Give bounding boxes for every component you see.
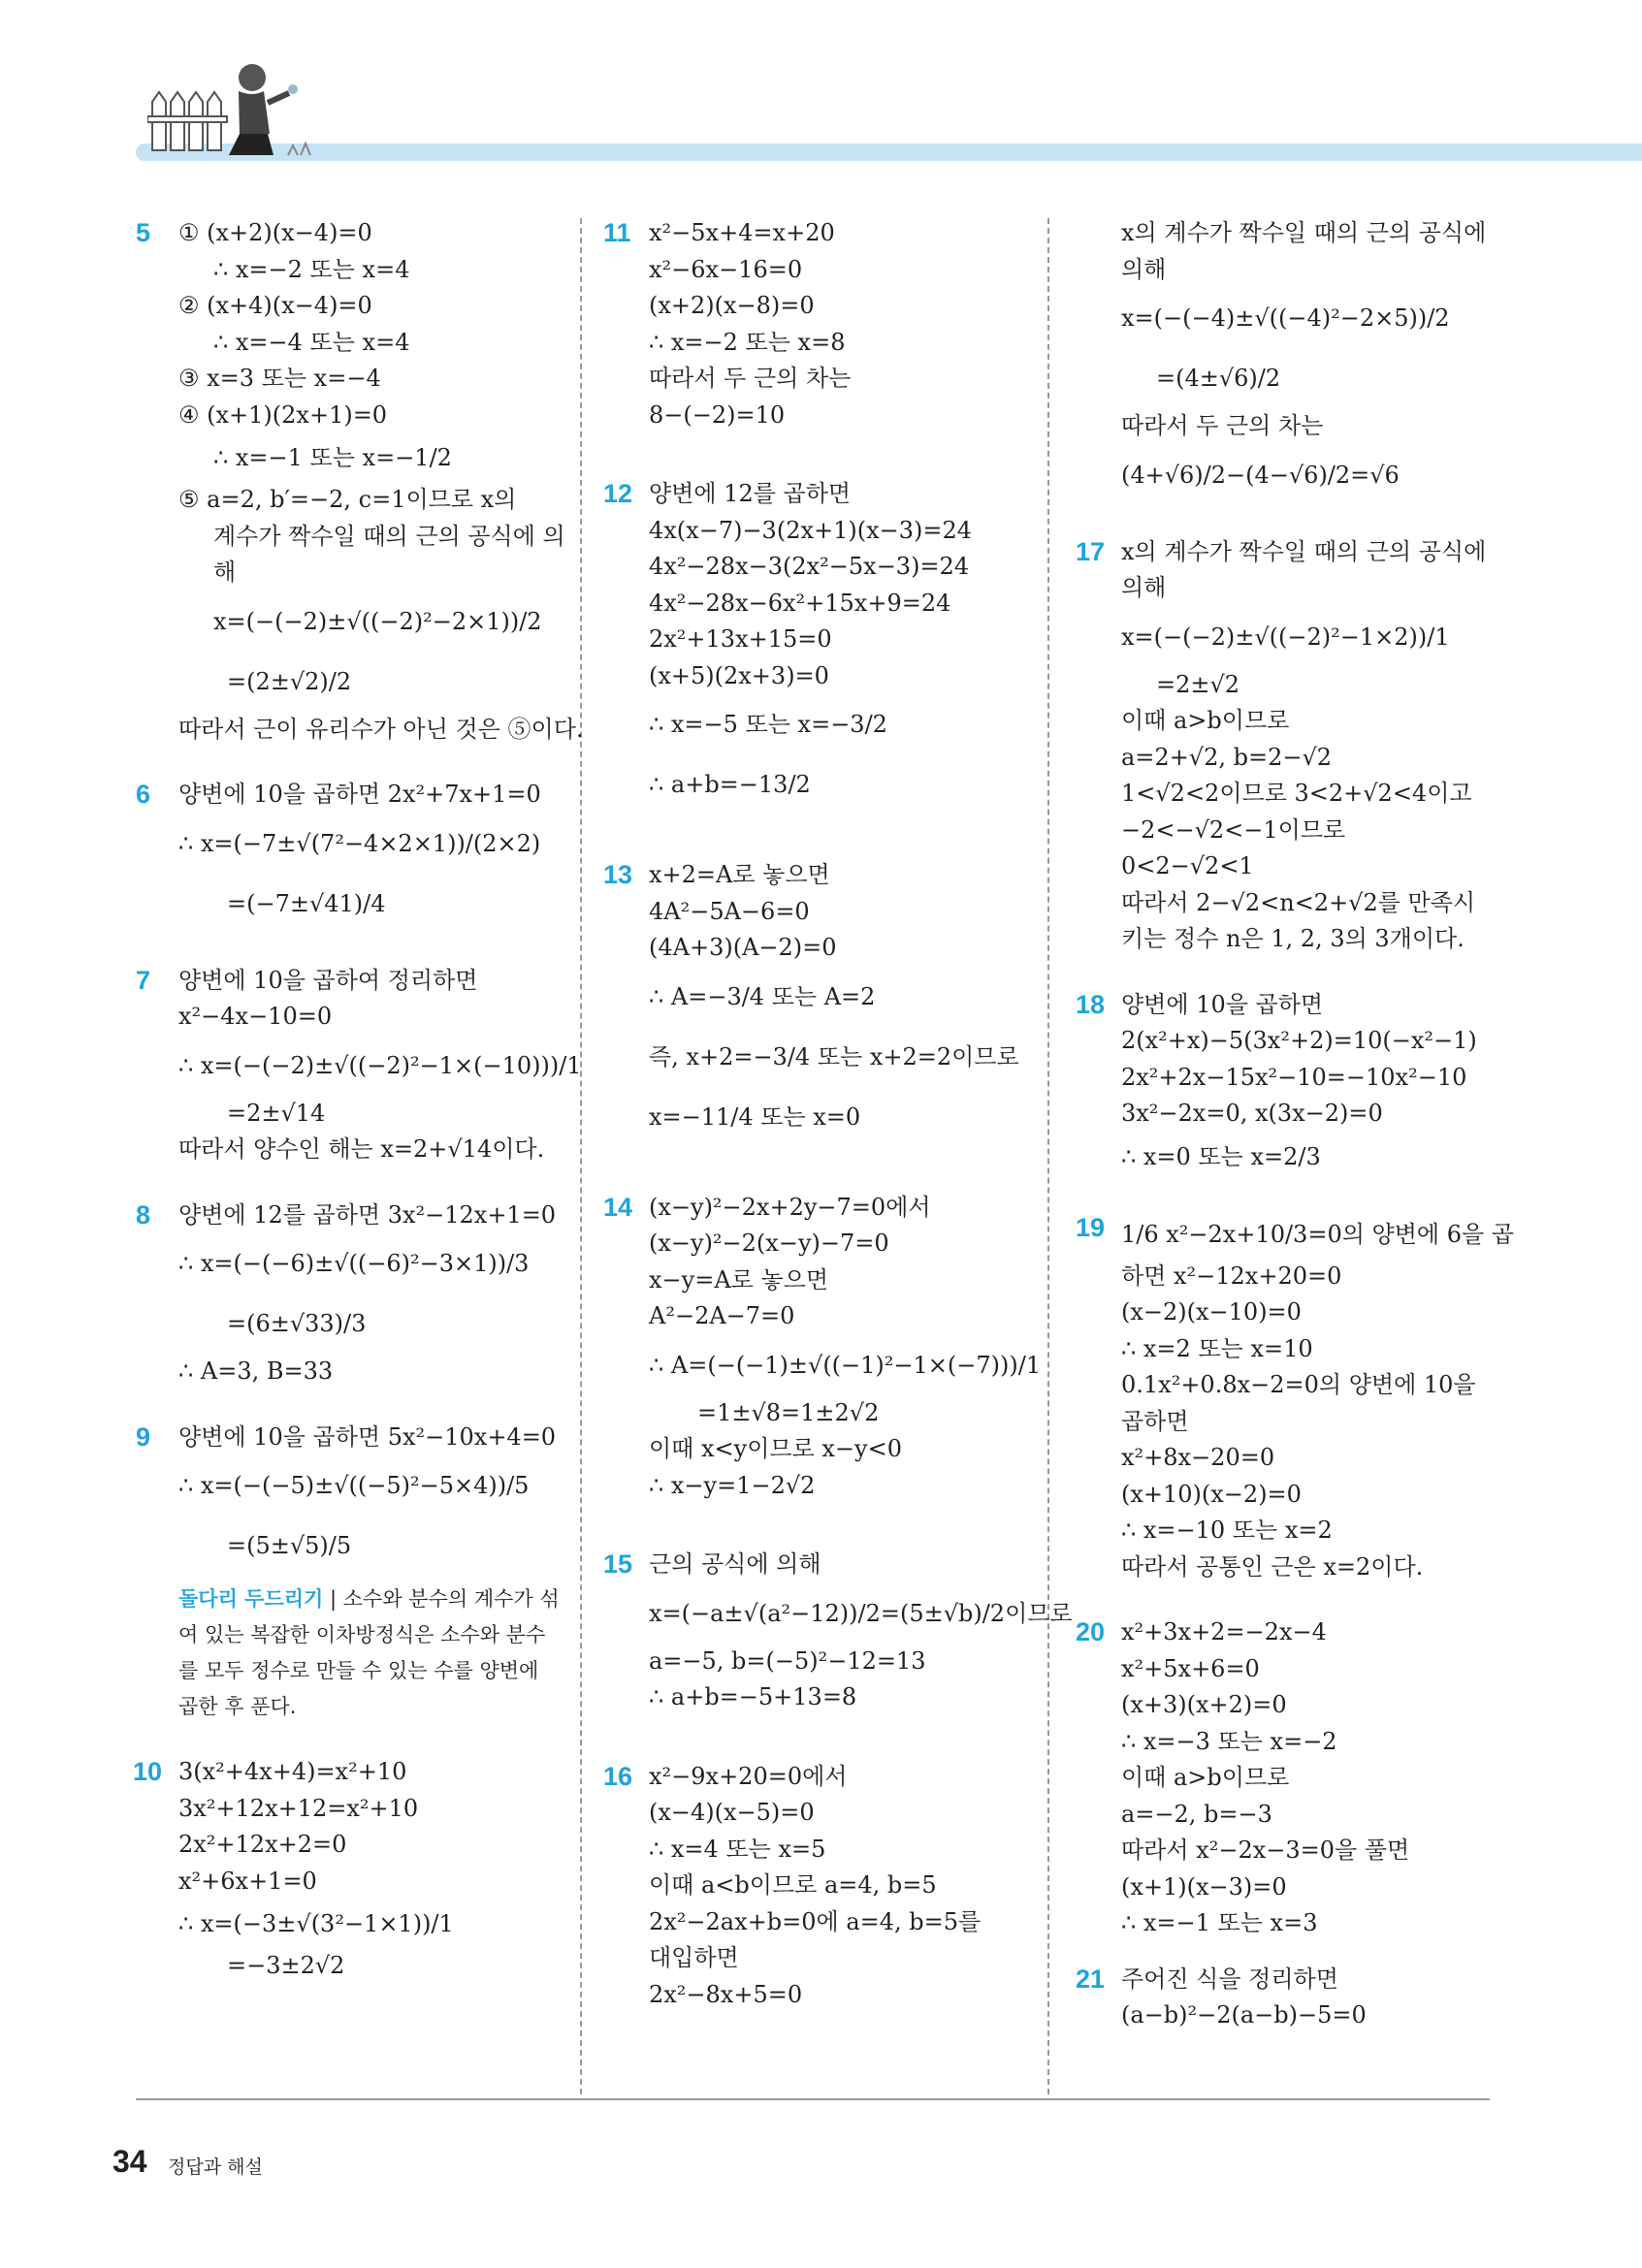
solution-line: ① (x+2)(x−4)=0	[178, 219, 372, 246]
solution-line: ∴ x=−2 또는 x=4	[213, 255, 410, 283]
solution-line: =(6±√33)/3	[227, 1310, 367, 1337]
solution-line: x=(−(−2)±√((−2)²−1×2))/1	[1121, 623, 1450, 651]
solution-line: =(2±√2)/2	[227, 667, 352, 695]
bottom-rule	[136, 2098, 1490, 2100]
solution-line: (x+1)(x−3)=0	[1121, 1872, 1287, 1901]
solution-line: −2<−√2<−1이므로	[1121, 815, 1346, 844]
solution-line: 양변에 10을 곱하여 정리하면	[178, 966, 478, 994]
solution-line: 이때 a>b이므로	[1121, 1764, 1290, 1791]
solution-line: =2±√14	[227, 1099, 326, 1127]
column-2	[603, 215, 1073, 2042]
solution-line: ∴ a+b=−13/2	[649, 771, 811, 798]
solution-line: ∴ x=−4 또는 x=4	[213, 328, 410, 356]
solution-line: x+2=A로 놓으면	[649, 861, 830, 888]
solution-line: x²−9x+20=0에서	[649, 1762, 848, 1790]
solution-line: ∴ x=0 또는 x=2/3	[1121, 1142, 1321, 1170]
solution-line: ∴ A=(−(−1)±√((−1)²−1×(−7)))/1	[649, 1351, 1042, 1379]
solution-line: (x−4)(x−5)=0	[649, 1799, 815, 1826]
solution-line: 따라서 양수인 해는 x=2+√14이다.	[178, 1135, 545, 1163]
gardener-illustration	[147, 58, 312, 165]
solution-line: ∴ x−y=1−2√2	[649, 1471, 816, 1499]
solution-line: ∴ x=−1 또는 x=−1/2	[213, 444, 452, 471]
solution-line: ∴ A=−3/4 또는 A=2	[649, 982, 876, 1010]
solution-line: ③ x=3 또는 x=−4	[178, 365, 381, 392]
problem-number: 18	[1076, 989, 1106, 1019]
problem-12	[603, 476, 1033, 815]
solution-line: (x−2)(x−10)=0	[1121, 1298, 1302, 1326]
solution-line: 2x²−2ax+b=0에 a=4, b=5를	[649, 1907, 982, 1935]
solution-line: 8−(−2)=10	[649, 400, 786, 429]
solution-line: (x−y)²−2(x−y)−7=0	[649, 1230, 889, 1257]
solution-line: x²+8x−20=0	[1121, 1444, 1275, 1471]
column-1	[133, 215, 584, 2014]
problem-21	[1076, 1962, 1515, 2034]
column-3	[1076, 215, 1515, 2034]
problem-10	[133, 1754, 563, 1985]
solution-line: x=(−(−4)±√((−4)²−2×5))/2	[1121, 304, 1450, 332]
solution-line: ∴ x=(−(−6)±√((−6)²−3×1))/3	[178, 1250, 530, 1277]
solution-line: 4x(x−7)−3(2x+1)(x−3)=24	[649, 516, 973, 544]
solution-line: ∴ x=−2 또는 x=8	[649, 328, 846, 356]
solution-line: 3x²+12x+12=x²+10	[178, 1794, 419, 1822]
solution-line: =(−7±√41)/4	[227, 889, 386, 917]
problem-16	[603, 1759, 1033, 2014]
solution-line: ∴ x=−1 또는 x=3	[1121, 1909, 1318, 1936]
solution-line: ∴ x=−10 또는 x=2	[1121, 1517, 1333, 1544]
solution-line: 해	[213, 559, 237, 586]
problem-number: 11	[603, 218, 631, 247]
solution-line: 따라서 2−√2<n<2+√2를 만족시	[1121, 888, 1476, 916]
solution-line: 양변에 12를 곱하면	[649, 480, 852, 507]
solution-line: 곱하면	[1121, 1407, 1189, 1435]
solution-line: 의해	[1121, 574, 1167, 601]
solution-line: (4+√6)/2−(4−√6)/2=√6	[1121, 461, 1400, 489]
tip-label: 돌다리 두드리기	[178, 1587, 324, 1611]
solution-line: ∴ x=(−(−2)±√((−2)²−1×(−10)))/1	[178, 1051, 582, 1079]
problem-number: 15	[603, 1549, 633, 1579]
solution-line: ∴ x=−5 또는 x=−3/2	[649, 711, 887, 738]
solution-line: ∴ x=−3 또는 x=−2	[1121, 1727, 1337, 1755]
problem-20	[1076, 1614, 1515, 1942]
solution-line: 이때 a<b이므로 a=4, b=5	[649, 1871, 937, 1899]
solution-line: x=(−(−2)±√((−2)²−2×1))/2	[213, 607, 542, 635]
problem-number: 21	[1076, 1964, 1106, 1994]
solution-line: (a−b)²−2(a−b)−5=0	[1121, 2001, 1367, 2028]
solution-line: 대입하면	[649, 1944, 739, 1971]
problem-number: 17	[1076, 536, 1106, 566]
solution-line: =(4±√6)/2	[1156, 365, 1281, 392]
solution-line: x²+6x+1=0	[178, 1867, 317, 1895]
problem-9	[136, 1420, 563, 1577]
solution-line: A²−2A−7=0	[649, 1302, 795, 1329]
solution-line: 양변에 10을 곱하면 5x²−10x+4=0	[178, 1422, 557, 1451]
problem-6	[136, 777, 563, 934]
solution-line: ∴ x=(−(−5)±√((−5)²−5×4))/5	[178, 1472, 530, 1499]
solution-line: 4x²−28x−6x²+15x+9=24	[649, 589, 951, 617]
solution-line: 따라서 x²−2x−3=0을 풀면	[1121, 1837, 1410, 1864]
solution-line: 양변에 12를 곱하면 3x²−12x+1=0	[178, 1200, 557, 1229]
tip-box	[178, 1581, 563, 1725]
problem-19	[1076, 1210, 1515, 1586]
solution-line: 주어진 식을 정리하면	[1121, 1965, 1338, 1993]
solution-line: x=(−a±√(a²−12))/2=(5±√b)/2이므로	[649, 1599, 1073, 1627]
page-number: 34	[113, 2144, 147, 2179]
solution-line: 이때 x<y이므로 x−y<0	[649, 1435, 902, 1462]
solution-line: ∴ A=3, B=33	[178, 1358, 334, 1385]
solution-line: x의 계수가 짝수일 때의 근의 공식에	[1121, 219, 1487, 246]
problem-number: 16	[603, 1761, 633, 1791]
problem-number: 8	[136, 1199, 151, 1230]
solution-line: 키는 정수 n은 1, 2, 3의 3개이다.	[1121, 925, 1465, 952]
solution-line: x=−11/4 또는 x=0	[649, 1102, 861, 1131]
solution-line: 4A²−5A−6=0	[649, 897, 810, 925]
problem-5	[136, 215, 584, 748]
solution-line: a=2+√2, b=2−√2	[1121, 743, 1333, 771]
footer-label: 정답과 해설	[168, 2156, 263, 2178]
problem-number: 6	[136, 780, 151, 809]
solution-line: x−y=A로 놓으면	[649, 1265, 829, 1294]
solution-line: 3x²−2x=0, x(3x−2)=0	[1121, 1100, 1383, 1127]
problem-17	[1076, 534, 1515, 958]
problem-7	[136, 963, 582, 1168]
solution-line: ∴ x=4 또는 x=5	[649, 1835, 826, 1863]
problem-number: 19	[1076, 1212, 1106, 1242]
solution-line: ∴ x=(−7±√(7²−4×2×1))/(2×2)	[178, 829, 541, 857]
header-band	[136, 144, 1642, 161]
solution-line: 근의 공식에 의해	[649, 1550, 821, 1578]
solution-line: 따라서 공통인 근은 x=2이다.	[1121, 1552, 1424, 1581]
solution-line: (4A+3)(A−2)=0	[649, 934, 837, 961]
problem-number: 12	[603, 479, 633, 508]
problem-number: 9	[136, 1421, 151, 1452]
problem-number: 14	[603, 1192, 633, 1222]
solution-line: x²−5x+4=x+20	[649, 219, 835, 246]
solution-line: =−3±2√2	[227, 1952, 345, 1979]
solution-line: 1/6 x²−2x+10/3=0의 양변에 6을 곱	[1121, 1220, 1514, 1248]
problem-number: 7	[136, 965, 151, 995]
problem-number: 10	[133, 1757, 163, 1786]
solution-line: ④ (x+1)(2x+1)=0	[178, 400, 388, 429]
solution-line: ∴ x=(−3±√(3²−1×1))/1	[178, 1910, 454, 1937]
problem-15	[603, 1547, 1073, 1716]
solution-line: (x−y)²−2x+2y−7=0에서	[649, 1193, 931, 1221]
solution-line: 따라서 근이 유리수가 아닌 것은 ⑤이다.	[178, 715, 584, 743]
solution-line: a=−2, b=−3	[1121, 1800, 1272, 1828]
problem-16-continued	[1079, 215, 1515, 505]
solution-line: (x+2)(x−8)=0	[649, 292, 815, 319]
solution-line: ⑤ a=2, b′=−2, c=1이므로 x의	[178, 486, 517, 513]
solution-line: (x+3)(x+2)=0	[1121, 1691, 1287, 1718]
solution-line: 3(x²+4x+4)=x²+10	[178, 1758, 407, 1785]
solution-line: x의 계수가 짝수일 때의 근의 공식에	[1121, 537, 1487, 565]
solution-line: ② (x+4)(x−4)=0	[178, 292, 372, 319]
solution-line: 양변에 10을 곱하면	[1121, 990, 1324, 1018]
solution-line: 1<√2<2이므로 3<2+√2<4이고	[1121, 780, 1472, 807]
problem-number: 13	[603, 860, 633, 889]
solution-line: 0.1x²+0.8x−2=0의 양변에 10을	[1121, 1371, 1476, 1398]
solution-line: (x+10)(x−2)=0	[1121, 1480, 1302, 1508]
solution-line: 2x²+2x−15x²−10=−10x²−10	[1121, 1063, 1467, 1091]
solution-line: x²+3x+2=−2x−4	[1121, 1618, 1327, 1645]
solution-line: 4x²−28x−3(2x²−5x−3)=24	[649, 553, 970, 580]
problem-number: 5	[136, 218, 151, 247]
solution-line: x²+5x+6=0	[1121, 1654, 1260, 1682]
column-divider	[1047, 218, 1049, 2094]
problem-13	[603, 857, 1033, 1147]
solution-line: x²−6x−16=0	[649, 255, 803, 283]
solution-line: 양변에 10을 곱하면 2x²+7x+1=0	[178, 781, 541, 808]
solution-line: 2x²−8x+5=0	[649, 1980, 803, 2008]
solution-line: 0<2−√2<1	[1121, 852, 1254, 879]
solution-line: 따라서 두 근의 차는	[649, 365, 852, 392]
solution-line: 이때 a>b이므로	[1121, 707, 1290, 734]
solution-line: =2±√2	[1156, 670, 1240, 698]
solution-line: x²−4x−10=0	[178, 1003, 333, 1030]
solution-line: 즉, x+2=−3/4 또는 x+2=2이므로	[649, 1042, 1019, 1070]
solution-line: ∴ a+b=−5+13=8	[649, 1683, 857, 1710]
problem-11	[603, 215, 1033, 433]
solution-line: 따라서 두 근의 차는	[1121, 412, 1324, 439]
solution-line: (x+5)(2x+3)=0	[649, 661, 829, 689]
solution-line: 2x²+13x+15=0	[649, 625, 832, 653]
solution-line: 2(x²+x)−5(3x²+2)=10(−x²−1)	[1121, 1027, 1477, 1054]
solution-line: 의해	[1121, 255, 1167, 283]
problem-18	[1076, 987, 1515, 1181]
solution-line: 계수가 짝수일 때의 근의 공식에 의	[213, 522, 565, 550]
tip-body: | 소수와 분수의 계수가 섞여 있는 복잡한 이차방정식은 소수와 분수를 모두 정수로 만들 수 있는 수를 양변에 곱한 후 푼다.	[178, 1587, 560, 1718]
solution-line: =1±√8=1±2√2	[697, 1398, 880, 1426]
problem-number: 20	[1076, 1617, 1106, 1646]
problem-14	[603, 1190, 1042, 1505]
column-divider	[580, 218, 582, 2094]
problem-8	[136, 1198, 563, 1390]
solution-line: ∴ x=2 또는 x=10	[1121, 1334, 1313, 1362]
solution-line: =(5±√5)/5	[227, 1532, 352, 1559]
solution-line: a=−5, b=(−5)²−12=13	[649, 1646, 926, 1675]
solution-line: 하면 x²−12x+20=0	[1121, 1262, 1342, 1290]
solution-line: 2x²+12x+2=0	[178, 1831, 347, 1858]
